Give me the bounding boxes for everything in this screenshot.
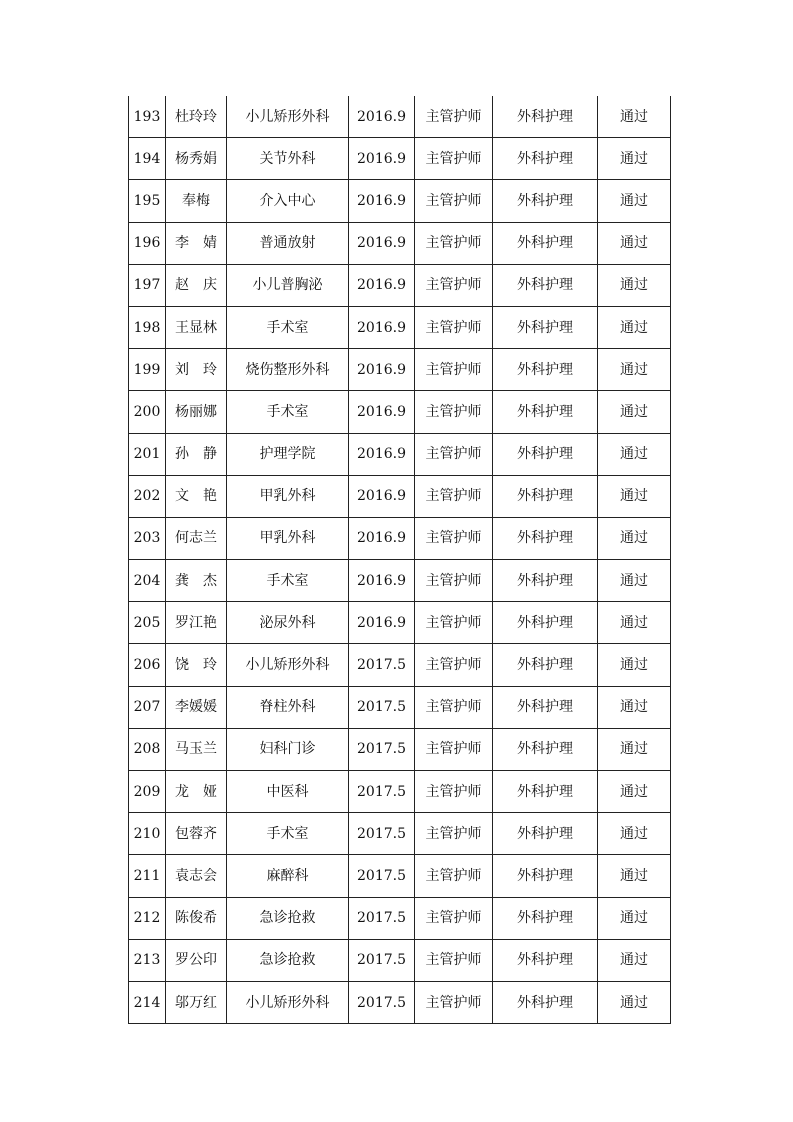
cell-number: 201	[129, 433, 166, 475]
cell-name: 龙 娅	[166, 771, 227, 813]
table-row	[129, 475, 671, 517]
cell-specialty: 外科护理	[493, 222, 598, 264]
cell-date: 2016.9	[349, 349, 415, 391]
cell-title: 主管护师	[415, 517, 493, 559]
cell-name: 刘 玲	[166, 349, 227, 391]
cell-department: 小儿普胸泌	[227, 264, 349, 306]
cell-name: 陈俊希	[166, 897, 227, 939]
cell-name: 杨丽娜	[166, 391, 227, 433]
cell-result: 通过	[598, 222, 671, 264]
cell-title: 主管护师	[415, 264, 493, 306]
cell-number: 199	[129, 349, 166, 391]
cell-title: 主管护师	[415, 138, 493, 180]
cell-specialty: 外科护理	[493, 939, 598, 981]
cell-result: 通过	[598, 306, 671, 348]
cell-number: 211	[129, 855, 166, 897]
cell-department: 烧伤整形外科	[227, 349, 349, 391]
cell-number: 213	[129, 939, 166, 981]
cell-specialty: 外科护理	[493, 96, 598, 138]
cell-title: 主管护师	[415, 897, 493, 939]
cell-number: 200	[129, 391, 166, 433]
cell-name: 奉梅	[166, 180, 227, 222]
table-row	[129, 855, 671, 897]
table-row	[129, 180, 671, 222]
cell-department: 脊柱外科	[227, 686, 349, 728]
cell-specialty: 外科护理	[493, 644, 598, 686]
cell-specialty: 外科护理	[493, 306, 598, 348]
cell-number: 214	[129, 981, 166, 1023]
cell-name: 李 婧	[166, 222, 227, 264]
cell-date: 2016.9	[349, 391, 415, 433]
cell-department: 急诊抢救	[227, 897, 349, 939]
cell-number: 208	[129, 728, 166, 770]
cell-number: 195	[129, 180, 166, 222]
cell-department: 护理学院	[227, 433, 349, 475]
table-row	[129, 222, 671, 264]
cell-title: 主管护师	[415, 560, 493, 602]
table-row	[129, 560, 671, 602]
cell-name: 龚 杰	[166, 560, 227, 602]
cell-department: 介入中心	[227, 180, 349, 222]
cell-specialty: 外科护理	[493, 264, 598, 306]
cell-name: 文 艳	[166, 475, 227, 517]
cell-result: 通过	[598, 391, 671, 433]
cell-specialty: 外科护理	[493, 475, 598, 517]
cell-title: 主管护师	[415, 349, 493, 391]
cell-name: 赵 庆	[166, 264, 227, 306]
cell-result: 通过	[598, 728, 671, 770]
cell-name: 李媛媛	[166, 686, 227, 728]
cell-department: 妇科门诊	[227, 728, 349, 770]
table-row	[129, 897, 671, 939]
cell-specialty: 外科护理	[493, 391, 598, 433]
table-row	[129, 391, 671, 433]
cell-department: 小儿矫形外科	[227, 644, 349, 686]
cell-specialty: 外科护理	[493, 138, 598, 180]
cell-result: 通过	[598, 560, 671, 602]
table-row	[129, 686, 671, 728]
cell-date: 2016.9	[349, 264, 415, 306]
table-body	[129, 96, 671, 1024]
cell-date: 2016.9	[349, 475, 415, 517]
cell-name: 邬万红	[166, 981, 227, 1023]
cell-result: 通过	[598, 897, 671, 939]
cell-number: 194	[129, 138, 166, 180]
cell-department: 小儿矫形外科	[227, 96, 349, 138]
cell-specialty: 外科护理	[493, 349, 598, 391]
cell-number: 204	[129, 560, 166, 602]
cell-date: 2016.9	[349, 138, 415, 180]
table-row	[129, 644, 671, 686]
cell-date: 2016.9	[349, 602, 415, 644]
cell-number: 210	[129, 813, 166, 855]
cell-specialty: 外科护理	[493, 813, 598, 855]
cell-date: 2016.9	[349, 96, 415, 138]
table-row	[129, 138, 671, 180]
cell-specialty: 外科护理	[493, 855, 598, 897]
cell-name: 罗公印	[166, 939, 227, 981]
cell-specialty: 外科护理	[493, 602, 598, 644]
cell-title: 主管护师	[415, 939, 493, 981]
cell-title: 主管护师	[415, 391, 493, 433]
cell-department: 甲乳外科	[227, 475, 349, 517]
cell-name: 罗江艳	[166, 602, 227, 644]
cell-result: 通过	[598, 939, 671, 981]
cell-name: 王显林	[166, 306, 227, 348]
cell-result: 通过	[598, 475, 671, 517]
table-row	[129, 433, 671, 475]
cell-name: 饶 玲	[166, 644, 227, 686]
cell-result: 通过	[598, 138, 671, 180]
cell-specialty: 外科护理	[493, 897, 598, 939]
cell-date: 2016.9	[349, 222, 415, 264]
cell-specialty: 外科护理	[493, 517, 598, 559]
cell-department: 急诊抢救	[227, 939, 349, 981]
document-page	[128, 96, 665, 1024]
cell-specialty: 外科护理	[493, 560, 598, 602]
cell-title: 主管护师	[415, 728, 493, 770]
table-row	[129, 306, 671, 348]
cell-title: 主管护师	[415, 96, 493, 138]
cell-department: 小儿矫形外科	[227, 981, 349, 1023]
cell-date: 2017.5	[349, 771, 415, 813]
cell-result: 通过	[598, 981, 671, 1023]
cell-specialty: 外科护理	[493, 728, 598, 770]
cell-date: 2017.5	[349, 939, 415, 981]
cell-result: 通过	[598, 602, 671, 644]
cell-result: 通过	[598, 813, 671, 855]
cell-result: 通过	[598, 686, 671, 728]
cell-title: 主管护师	[415, 306, 493, 348]
cell-department: 中医科	[227, 771, 349, 813]
cell-date: 2017.5	[349, 644, 415, 686]
cell-number: 196	[129, 222, 166, 264]
cell-name: 何志兰	[166, 517, 227, 559]
table-row	[129, 264, 671, 306]
cell-specialty: 外科护理	[493, 433, 598, 475]
cell-number: 198	[129, 306, 166, 348]
cell-number: 207	[129, 686, 166, 728]
cell-specialty: 外科护理	[493, 771, 598, 813]
cell-number: 193	[129, 96, 166, 138]
cell-specialty: 外科护理	[493, 180, 598, 222]
cell-number: 206	[129, 644, 166, 686]
cell-date: 2017.5	[349, 728, 415, 770]
cell-date: 2016.9	[349, 180, 415, 222]
cell-result: 通过	[598, 433, 671, 475]
cell-date: 2016.9	[349, 517, 415, 559]
cell-title: 主管护师	[415, 771, 493, 813]
cell-number: 197	[129, 264, 166, 306]
cell-name: 杨秀娟	[166, 138, 227, 180]
cell-name: 孙 静	[166, 433, 227, 475]
cell-name: 包蓉齐	[166, 813, 227, 855]
cell-title: 主管护师	[415, 855, 493, 897]
table-row	[129, 771, 671, 813]
cell-name: 袁志会	[166, 855, 227, 897]
cell-result: 通过	[598, 517, 671, 559]
cell-date: 2016.9	[349, 433, 415, 475]
cell-specialty: 外科护理	[493, 981, 598, 1023]
cell-department: 手术室	[227, 391, 349, 433]
cell-specialty: 外科护理	[493, 686, 598, 728]
cell-title: 主管护师	[415, 433, 493, 475]
table-row	[129, 939, 671, 981]
cell-number: 205	[129, 602, 166, 644]
table-row	[129, 728, 671, 770]
cell-date: 2016.9	[349, 306, 415, 348]
cell-date: 2017.5	[349, 686, 415, 728]
cell-date: 2017.5	[349, 813, 415, 855]
cell-result: 通过	[598, 349, 671, 391]
cell-result: 通过	[598, 771, 671, 813]
cell-result: 通过	[598, 264, 671, 306]
cell-title: 主管护师	[415, 686, 493, 728]
cell-title: 主管护师	[415, 644, 493, 686]
cell-date: 2017.5	[349, 981, 415, 1023]
cell-department: 麻醉科	[227, 855, 349, 897]
cell-name: 杜玲玲	[166, 96, 227, 138]
cell-department: 手术室	[227, 306, 349, 348]
table-row	[129, 813, 671, 855]
cell-date: 2017.5	[349, 855, 415, 897]
cell-department: 关节外科	[227, 138, 349, 180]
cell-date: 2017.5	[349, 897, 415, 939]
cell-title: 主管护师	[415, 981, 493, 1023]
table-row	[129, 517, 671, 559]
cell-number: 209	[129, 771, 166, 813]
table-row	[129, 96, 671, 138]
cell-department: 手术室	[227, 813, 349, 855]
cell-title: 主管护师	[415, 602, 493, 644]
cell-date: 2016.9	[349, 560, 415, 602]
cell-department: 泌尿外科	[227, 602, 349, 644]
cell-title: 主管护师	[415, 180, 493, 222]
cell-department: 甲乳外科	[227, 517, 349, 559]
qualification-table	[128, 96, 671, 1024]
table-row	[129, 349, 671, 391]
cell-department: 手术室	[227, 560, 349, 602]
cell-number: 203	[129, 517, 166, 559]
cell-result: 通过	[598, 855, 671, 897]
cell-result: 通过	[598, 96, 671, 138]
cell-result: 通过	[598, 180, 671, 222]
cell-department: 普通放射	[227, 222, 349, 264]
table-row	[129, 981, 671, 1023]
cell-title: 主管护师	[415, 475, 493, 517]
cell-title: 主管护师	[415, 813, 493, 855]
cell-title: 主管护师	[415, 222, 493, 264]
cell-name: 马玉兰	[166, 728, 227, 770]
cell-number: 212	[129, 897, 166, 939]
table-row	[129, 602, 671, 644]
cell-number: 202	[129, 475, 166, 517]
cell-result: 通过	[598, 644, 671, 686]
